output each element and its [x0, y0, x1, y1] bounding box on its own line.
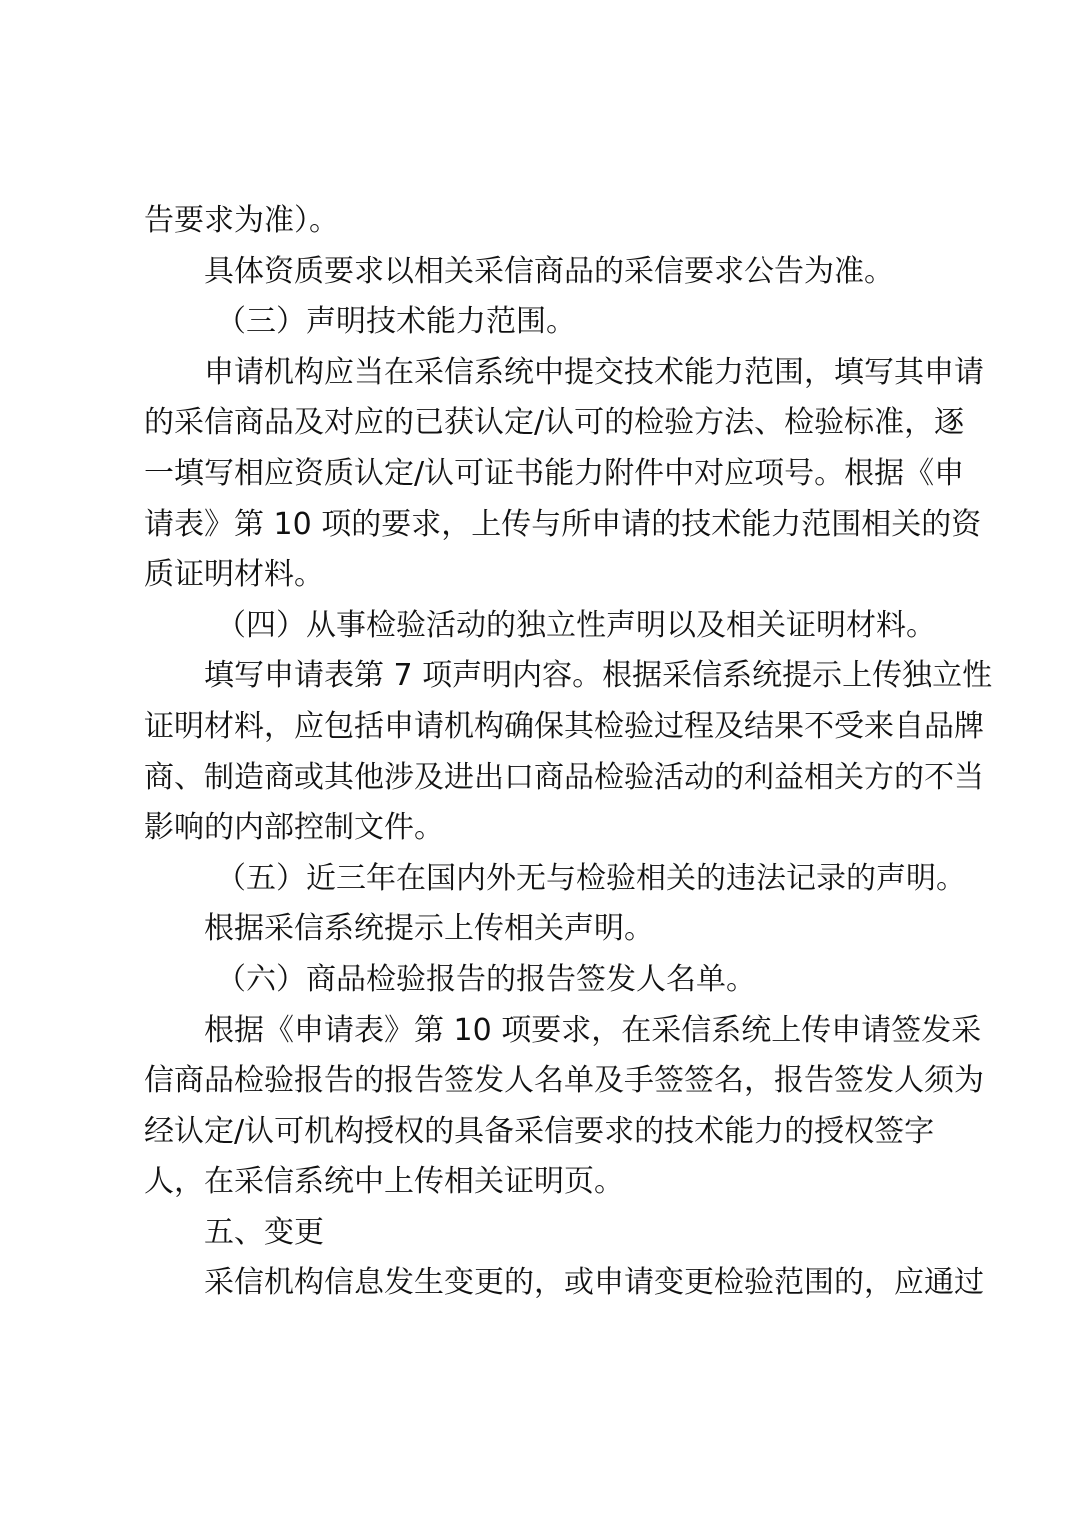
- section-heading-5: （五）近三年在国内外无与检验相关的违法记录的声明。: [216, 860, 966, 896]
- text-line: 影响的内部控制文件。: [144, 810, 444, 846]
- section-heading-4: （四）从事检验活动的独立性声明以及相关证明材料。: [216, 607, 936, 643]
- document-body: [144, 196, 993, 1309]
- text-line: 商、制造商或其他涉及进出口商品检验活动的利益相关方的不当: [144, 759, 984, 795]
- section-heading-five: 五、变更: [204, 1214, 324, 1250]
- text-line-paragraph: 填写申请表第 7 项声明内容。根据采信系统提示上传独立性: [204, 658, 993, 694]
- text-line-paragraph: 根据《申请表》第 10 项要求，在采信系统上传申请签发采: [204, 1012, 982, 1048]
- text-line-paragraph: 具体资质要求以相关采信商品的采信要求公告为准。: [204, 253, 894, 289]
- text-line-continuation: 告要求为准）。: [144, 203, 339, 238]
- text-line: 一填写相应资质认定/认可证书能力附件中对应项号。根据《申: [144, 455, 965, 491]
- section-heading-3: （三）声明技术能力范围。: [216, 304, 576, 340]
- text-line: 的采信商品及对应的已获认定/认可的检验方法、检验标准，逐: [144, 405, 965, 441]
- text-line: 人，在采信系统中上传相关证明页。: [144, 1164, 624, 1200]
- text-line-paragraph: 申请机构应当在采信系统中提交技术能力范围，填写其申请: [204, 354, 984, 390]
- text-line: 请表》第 10 项的要求，上传与所申请的技术能力范围相关的资: [144, 506, 982, 542]
- text-line-paragraph: 采信机构信息发生变更的，或申请变更检验范围的，应通过: [204, 1265, 984, 1301]
- text-line-paragraph: 根据采信系统提示上传相关声明。: [204, 911, 654, 947]
- text-line: 证明材料，应包括申请机构确保其检验过程及结果不受来自品牌: [144, 708, 984, 744]
- text-line: 经认定/认可机构授权的具备采信要求的技术能力的授权签字: [144, 1113, 935, 1149]
- section-heading-6: （六）商品检验报告的报告签发人名单。: [216, 961, 756, 997]
- text-line: 质证明材料。: [144, 557, 324, 593]
- text-line: 信商品检验报告的报告签发人名单及手签签名，报告签发人须为: [144, 1063, 984, 1099]
